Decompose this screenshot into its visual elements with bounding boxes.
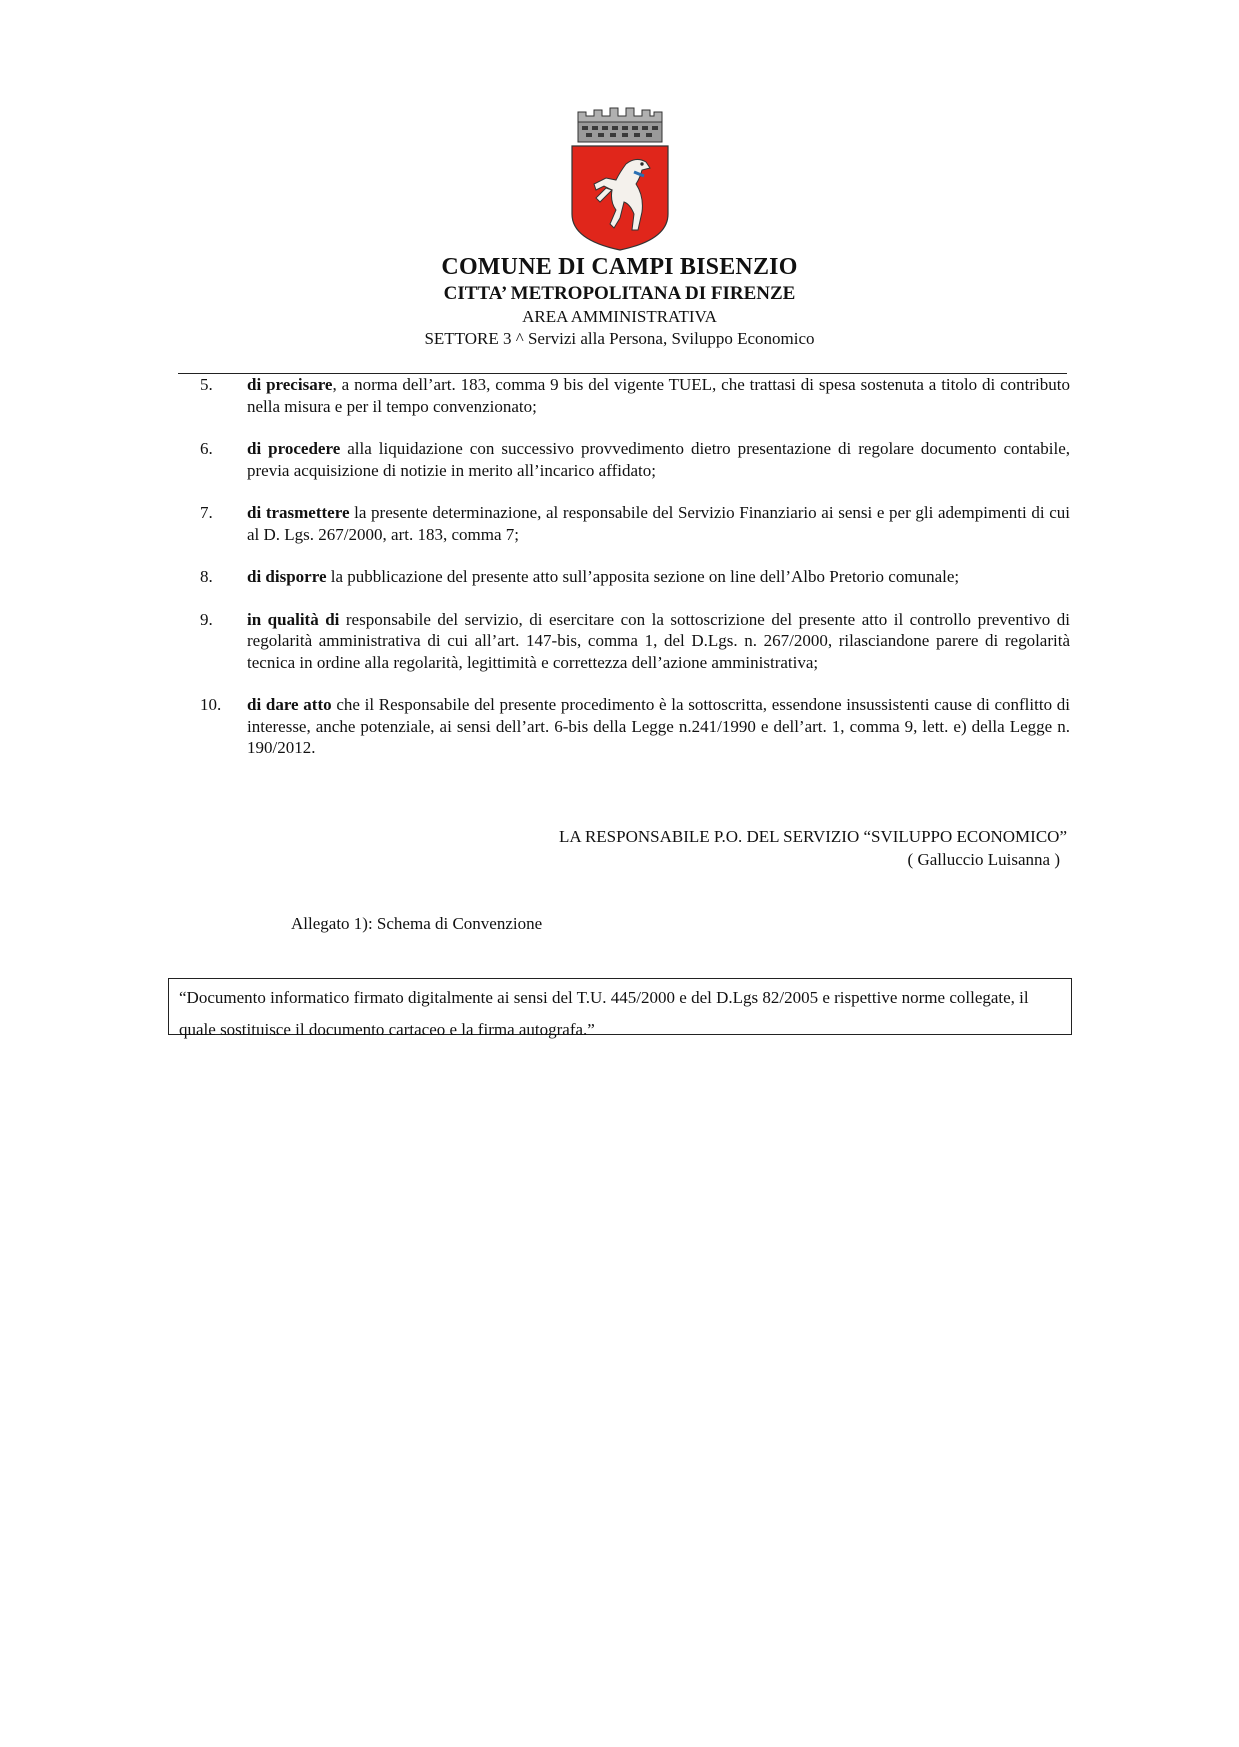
crown-icon — [578, 108, 662, 142]
item-body: la presente determinazione, al responsabile del Servizio Finanziario ai sensi e per gli adempimenti di cui al D. Lgs. 267/2000, art. 183, comma 7; — [247, 503, 1070, 544]
page-title: COMUNE DI CAMPI BISENZIO — [441, 254, 798, 280]
item-number: 8. — [200, 567, 213, 586]
item-text — [247, 566, 1070, 588]
item-keyword: di precisare — [247, 375, 333, 394]
list-item — [200, 609, 1070, 674]
item-keyword: di dare atto — [247, 695, 332, 714]
item-number: 5. — [200, 375, 213, 394]
item-number: 9. — [200, 609, 213, 629]
determination-list — [200, 374, 1070, 780]
item-body: alla liquidazione con successivo provvedimento dietro presentazione di regolare documento contabile, previa acquisizione di notizie in merito all’incarico affidato; — [247, 439, 1071, 480]
item-number: 10. — [200, 695, 222, 714]
coat-of-arms-emblem — [570, 106, 670, 252]
page-subtitle: CITTA’ METROPOLITANA DI FIRENZE — [443, 283, 796, 304]
item-keyword: di trasmettere — [247, 503, 350, 522]
item-number: 6. — [200, 439, 213, 458]
area-label: AREA AMMINISTRATIVA — [522, 307, 717, 326]
list-item — [200, 374, 1070, 417]
signature-role: LA RESPONSABILE P.O. DEL SERVIZIO “SVILUPPO ECONOMICO” — [558, 827, 1067, 846]
item-keyword: di procedere — [247, 439, 341, 458]
item-body: la pubblicazione del presente atto sull’apposita sezione on line dell’Albo Pretorio comunale; — [326, 567, 960, 586]
item-text — [247, 438, 1070, 481]
item-number: 7. — [200, 503, 213, 522]
item-text — [247, 694, 1070, 759]
item-text — [247, 374, 1070, 417]
item-body: che il Responsabile del presente procedimento è la sottoscritta, essendone insussistenti cause di conflitto di interesse, anche potenziale, ai sensi dell’art. 6-bis della Legge n.241/1990 e dell’art. 1, comma 9, lett. e) della Legge n. 190/2012. — [247, 695, 1070, 757]
item-body: , a norma dell’art. 183, comma 9 bis del vigente TUEL, che trattasi di spesa sostenuta a titolo di contributo nella misura e per il tempo convenzionato; — [247, 375, 1070, 416]
attachment-note: Allegato 1): Schema di Convenzione — [291, 914, 543, 933]
item-body: responsabile del servizio, di esercitare con la sottoscrizione del presente atto il controllo preventivo di regolarità amministrativa di cui all’art. 147-bis, comma 1, del D.Lgs. n. 267/2000, rilasciandone parere di regolarità tecnica in ordine alla regolarità, legittimità e correttezza dell’azione amministrativa; — [247, 609, 1070, 672]
item-text — [247, 609, 1070, 674]
list-item — [200, 694, 1070, 759]
list-item — [200, 566, 1070, 588]
item-keyword: in qualità di — [247, 609, 340, 629]
settore-label: SETTORE 3 ^ Servizi alla Persona, Sviluppo Economico — [424, 329, 815, 348]
list-item — [200, 502, 1070, 545]
list-item — [200, 438, 1070, 481]
signature-name: ( Galluccio Luisanna ) — [907, 850, 1060, 869]
item-keyword: di disporre — [247, 567, 327, 586]
item-text — [247, 502, 1070, 545]
digital-signature-notice: “Documento informatico firmato digitalmente ai sensi del T.U. 445/2000 e del D.Lgs 82/2005 e rispettive norme collegate, il quale sostituisce il documento cartaceo e la firma autografa.” — [168, 978, 1072, 1035]
